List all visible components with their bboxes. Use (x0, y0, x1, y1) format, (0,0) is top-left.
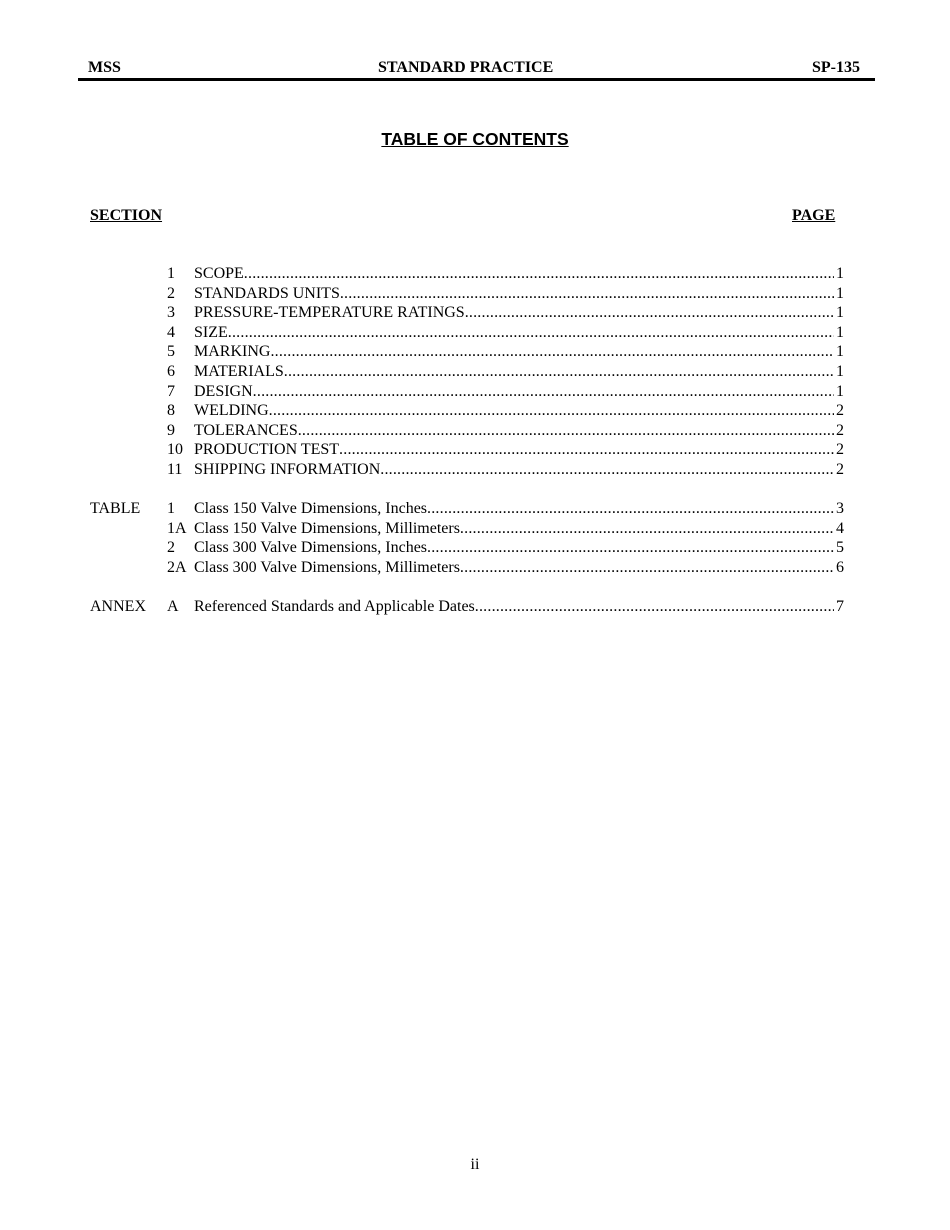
toc-entry-title: PRESSURE-TEMPERATURE RATINGS (194, 304, 465, 322)
toc-row[interactable] (0, 323, 950, 343)
dot-leader (298, 421, 834, 441)
dot-leader (460, 558, 834, 578)
toc-page-number: 2 (836, 421, 844, 439)
toc-number: 7 (167, 382, 175, 400)
page-header (78, 58, 875, 81)
toc-entry (194, 597, 844, 617)
page-number: ii (470, 1156, 480, 1173)
toc-page-number: 6 (836, 558, 844, 576)
toc-page-number: 2 (836, 402, 844, 420)
toc-entry (194, 284, 844, 304)
toc-entry (194, 401, 844, 421)
toc-number: 1 (167, 500, 175, 518)
toc-number: 1A (167, 519, 187, 537)
toc-page-number: 2 (836, 460, 844, 478)
toc-entry-title: STANDARDS UNITS (194, 284, 340, 302)
toc-row[interactable] (0, 519, 950, 539)
toc-entry (194, 519, 844, 539)
toc-entry-title: Class 300 Valve Dimensions, Millimeters (194, 558, 460, 576)
toc-entry (194, 362, 844, 382)
dot-leader (465, 303, 834, 323)
dot-leader (284, 362, 834, 382)
header-doc-number: SP-135 (812, 59, 860, 76)
toc-page-number: 1 (836, 343, 844, 361)
toc-row[interactable] (0, 303, 950, 323)
toc-number: 2A (167, 558, 187, 576)
toc-number: 2 (167, 539, 175, 557)
dot-leader (244, 264, 834, 284)
toc-page-number: 7 (836, 598, 844, 616)
toc-entry (194, 421, 844, 441)
header-title: STANDARD PRACTICE (378, 59, 554, 76)
toc-entry-title: Class 150 Valve Dimensions, Inches (194, 500, 428, 518)
toc-number: 11 (167, 460, 183, 478)
page-column-label: PAGE (792, 207, 836, 224)
toc-entry (194, 264, 844, 284)
dot-leader (475, 597, 834, 617)
toc-group: TABLE (90, 500, 141, 518)
toc-entry-title: TOLERANCES (194, 421, 298, 439)
toc-number: 2 (167, 284, 175, 302)
dot-leader (340, 284, 834, 304)
toc-group: ANNEX (90, 598, 146, 616)
section-column-label: SECTION (90, 207, 163, 224)
toc-row[interactable] (0, 558, 950, 578)
toc-row[interactable] (0, 382, 950, 402)
toc-entry-title: SIZE (194, 323, 228, 341)
toc-entry (194, 342, 844, 362)
toc-entry-title: Referenced Standards and Applicable Dates (194, 598, 475, 616)
toc-entry-title: DESIGN (194, 382, 253, 400)
toc-row[interactable] (0, 499, 950, 519)
toc-number: A (167, 598, 179, 616)
toc-page-number: 5 (836, 539, 844, 557)
dot-leader (253, 382, 834, 402)
toc-entry (194, 460, 844, 480)
toc-entry (194, 558, 844, 578)
toc-row[interactable] (0, 342, 950, 362)
toc-page-number: 2 (836, 441, 844, 459)
toc-page-number: 1 (836, 265, 844, 282)
toc-row[interactable] (0, 460, 950, 480)
toc-page-number: 1 (836, 323, 844, 341)
toc-number: 4 (167, 323, 175, 341)
dot-leader (380, 460, 834, 480)
toc-row[interactable] (0, 362, 950, 382)
toc-entry-title: SHIPPING INFORMATION (194, 460, 381, 478)
dot-leader (460, 519, 834, 539)
dot-leader (228, 323, 834, 343)
toc-row[interactable] (0, 440, 950, 460)
toc-page-number: 1 (836, 362, 844, 380)
toc-number: 5 (167, 343, 175, 361)
toc-number: 6 (167, 362, 175, 380)
dot-leader (339, 440, 834, 460)
header-org: MSS (88, 59, 121, 76)
toc-entry-title: Class 150 Valve Dimensions, Millimeters (194, 519, 460, 537)
toc-entry-title: MARKING (194, 343, 271, 361)
toc-page-number: 3 (836, 500, 844, 518)
toc-entry (194, 538, 844, 558)
toc-entry-title: SCOPE (194, 265, 244, 282)
toc-entry (194, 303, 844, 323)
toc-number: 3 (167, 304, 175, 322)
toc-number: 9 (167, 421, 175, 439)
dot-leader (270, 342, 834, 362)
toc-entry-title: PRODUCTION TEST (194, 441, 340, 459)
toc-row[interactable] (0, 421, 950, 441)
dot-leader (269, 401, 834, 421)
toc-row[interactable] (0, 264, 950, 284)
toc-entry-title: Class 300 Valve Dimensions, Inches (194, 539, 428, 557)
toc-list (0, 264, 950, 617)
toc-row[interactable] (0, 284, 950, 304)
dot-leader (427, 499, 834, 519)
toc-number: 8 (167, 402, 175, 420)
toc-number: 1 (167, 265, 175, 282)
toc-row[interactable] (0, 401, 950, 421)
toc-entry-title: WELDING (194, 402, 269, 420)
toc-entry (194, 440, 844, 460)
toc-entry (194, 499, 844, 519)
toc-entry (194, 382, 844, 402)
toc-page-number: 4 (836, 519, 844, 537)
toc-entry-title: MATERIALS (194, 362, 284, 380)
dot-leader (427, 538, 834, 558)
toc-row[interactable] (0, 597, 950, 617)
page-title: TABLE OF CONTENTS (381, 129, 569, 149)
toc-row[interactable] (0, 538, 950, 558)
toc-page-number: 1 (836, 304, 844, 322)
toc-entry (194, 323, 844, 343)
toc-page-number: 1 (836, 284, 844, 302)
toc-number: 10 (167, 441, 183, 459)
toc-page-number: 1 (836, 382, 844, 400)
